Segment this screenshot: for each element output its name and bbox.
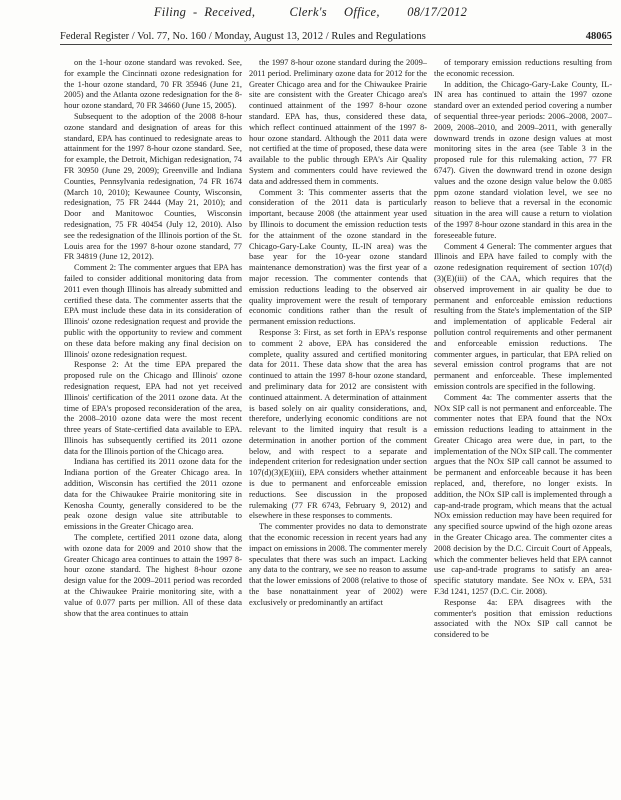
filing-stamp: Filing - Received, Clerk's Office, 08/17/2012 [153,5,468,19]
paragraph: Subsequent to the adoption of the 2008 8-hour ozone standard and designation of areas for this standard, EPA has continued to redesignate areas to attainment for the 1997 8-hour ozone standard. See, for example, the Detroit, Michigan redesignation, 74 FR 30950 (June 29, 2009); Greenville and Indiana Counties, Pennsylvania redesignation, 74 FR 1674 (March 10, 2010); Kewaunee County, Wisconsin, redesignation, 75 FR 2444 (May 21, 2010); and Door and Manitowoc Counties, Wisconsin redesignation, 75 FR 40454 (July 12, 2010). Also see the redesignation of the Illinois portion of the St. Louis area for the 1997 8-hour ozone standard, 77 FR 34819 (June 12, 2012). [64,111,242,262]
paragraph: Comment 3: This commenter asserts that the consideration of the 2011 data is particularly important, because 2008 (the attainment year used by Illinois to document the emission reduction tests for the attainment of the ozone standard in the Chicago-Gary-Lake County, IL-IN area) was the base year for the 10-year ozone standard maintenance demonstration) was the first year of a major recession. The commenter contends that emission reductions leading to the observed air quality improvement were the result of temporary economic conditions rather than the result of permanent emission reductions. [249,187,427,327]
column-3 [434,58,612,792]
paragraph: Comment 2: The commenter argues that EPA has failed to consider additional monitoring data from 2011 even though Illinois has already submitted and certified these data. The commenter asserts that the EPA must include these data in its consideration of Illinois' ozone redesignation request and provide the public with the opportunity to review and comment on these data before making any final decision on Illinois' ozone redesignation request. [64,263,242,359]
paragraph: Comment 4a: The commenter asserts that the NOx SIP call is not permanent and enforceable. The commenter notes that EPA found that the NOx emission reductions leading to attainment in the Greater Chicago area were due, in part, to the implementation of the NOx SIP call. The commenter argues that the NOx SIP call cannot be assumed to be permanent and enforceable because it has been replaced, and, therefore, no longer exists. In addition, the NOx SIP call is implemented through a cap-and-trade program, which means that the actual NOx emission reduction may have been required for any specified source upwind of the high ozone areas in the Greater Chicago area. The commenter cites a 2008 decision by the D.C. Circuit Court of Appeals, which the commenter believes held that EPA cannot use cap-and-trade programs to satisfy an area-specific statutory mandate. See NOx v. EPA, 531 F.3d 1241, 1257 (D.C. Cir. 2008). [434,392,612,597]
header-title: Federal Register / Vol. 77, No. 160 / Monday, August 13, 2012 / Rules and Regulations [60,31,426,42]
page-header [60,31,612,42]
body-columns [64,58,614,792]
paragraph: Response 2: At the time EPA prepared the proposed rule on the Chicago and Illinois' ozone redesignation request, EPA had not yet received Illinois' certification of the 2011 ozone data. At the time of EPA's proposed reconsideration of the area, the 2008–2010 ozone data were the most recent three years of State-certified data available to EPA. Illinois has subsequently certified its 2011 ozone data for the Illinois portion of the Chicago area. [64,360,242,456]
paragraph: Indiana has certified its 2011 ozone data for the Indiana portion of the Greater Chicago area. In addition, Wisconsin has certified the 2011 ozone data for the Chiwaukee Prairie monitoring site in Kenosha County, generally considered to be the peak ozone design value site attributable to emissions in the Greater Chicago area. [64,457,242,532]
paragraph: on the 1-hour ozone standard was revoked. See, for example the Cincinnati ozone redesignation for the 1-hour ozone standard, 70 FR 35946 (June 21, 2005) and the Atlanta ozone redesignation for the 8-hour ozone standard, 70 FR 34660 (June 15, 2005). [64,58,242,111]
paragraph: Response 4a: EPA disagrees with the commenter's position that emission reductions associated with the NOx SIP call cannot be considered to be [434,597,612,640]
paragraph: In addition, the Chicago-Gary-Lake County, IL-IN area has continued to attain the 1997 ozone standard over an extended period covering a number of sequential three-year periods: 2006–2008, 2007–2009, 2008–2010, and 2009–2011, with generally downward trends in ozone design values at most monitoring sites in the area (see Table 3 in the proposed rule for this rulemaking action, 77 FR 6747). Given the downward trend in ozone design values and the ozone design value below the 0.085 ppm ozone standard violation level, we see no reason to believe that a reversal in the economic situation in the area will cause a return to violation of the 1997 8-hour ozone standard in this area in the foreseeable future. [434,79,612,240]
header-rule [60,44,612,45]
column-1 [64,58,242,792]
column-2 [249,58,427,792]
page-number: 48065 [585,31,612,42]
paragraph: of temporary emission reductions resulting from the economic recession. [434,58,612,78]
paragraph: The complete, certified 2011 ozone data, along with ozone data for 2009 and 2010 show that the Greater Chicago area continues to attain the 1997 8-hour ozone standard. The highest 8-hour ozone design value for the 2009–2011 period was recorded at the Chiwaukee Prairie monitoring site, with a value of 0.077 parts per million. All of these data show that the area continues to attain [64,533,242,618]
paragraph: The commenter provides no data to demonstrate that the economic recession in recent years had any impact on emissions in 2008. The commenter merely speculates that there was such an impact. Lacking any data to the contrary, we see no reason to assume that the lower emissions of 2008 (relative to those of the base nonattainment year of 2002) were exclusively or predominantly an artifact [249,522,427,607]
paragraph: Response 3: First, as set forth in EPA's response to comment 2 above, EPA has considered the complete, quality assured and certified monitoring data for 2011. These data show that the area has continued to attain the 1997 8-hour ozone standard, and preliminary data for 2012 are consistent with continued attainment. A determination of attainment is based solely on air quality considerations, and, therefore, underlying economic conditions are not relevant to the limited inquiry that result is a determination in another portion of the comment below, and with respect to a separate and independent criterion for redesignation under section 107(d)(3)(E)(iii), EPA considers whether attainment is due to permanent and enforceable emission reductions. See discussion in the proposed rulemaking (77 FR 6743, February 9, 2012) and elsewhere in these responses to comments. [249,327,427,521]
paragraph: the 1997 8-hour ozone standard during the 2009–2011 period. Preliminary ozone data for 2012 for the Greater Chicago area and for the Chiwaukee Prairie site are consistent with the Greater Chicago area's continued attainment of the 1997 8-hour ozone standard. EPA has, thus, considered these data, which reflect continued attainment of the 1997 8-hour ozone standard. Although the 2011 data were not certified at the time of proposed, these data were available to the public through EPA's Air Quality System and commenters could have reviewed the data and addressed them in comments. [249,58,427,186]
paragraph: Comment 4 General: The commenter argues that Illinois and EPA have failed to comply with the ozone redesignation requirement of section 107(d)(3)(E)(iii) of the CAA, which requires that the observed improvement in air quality be due to permanent and enforceable emission reductions resulting from the State's implementation of the SIP and implementation of applicable Federal air pollution control requirements and other permanent and enforceable emission reductions. The commenter argues, in particular, that EPA relied on several emission control programs that are not permanent and enforceable. These implemented emission controls are specified in the following. [434,241,612,391]
